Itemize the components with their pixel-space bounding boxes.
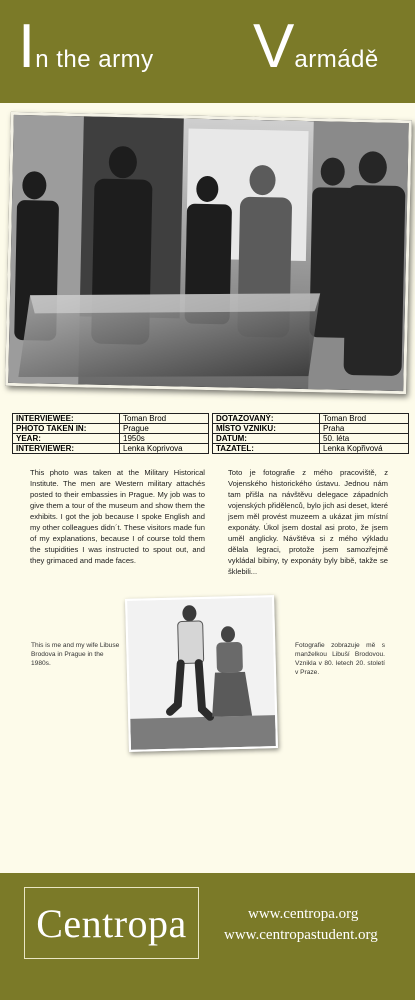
info-label: INTERVIEWEE: [13,414,120,424]
couple-photo-image [127,597,276,750]
info-label: MÍSTO VZNIKU: [213,424,320,434]
army-museum-photo [5,112,412,394]
centropa-link[interactable]: www.centropa.org [248,906,359,922]
title-cz [253,12,379,81]
info-label: DOTAZOVANÝ: [213,414,320,424]
logo-text: Centropa [36,900,187,946]
table-row [13,444,209,454]
table-row [13,424,209,434]
table-row [213,414,409,424]
title-en-initial: I [18,12,36,81]
caption-cz: Fotografie zobrazuje mě s manželkou Libuší Brodovou. Vznikla v 80. letech 20. století v Praze. [295,642,385,676]
caption-en: This is me and my wife Libuse Brodova in Prague in the 1980s. [31,642,120,667]
title-en-rest: n the army [35,46,154,73]
couple-photo [125,595,278,752]
info-value: Prague [120,424,209,434]
title-en [18,12,154,81]
info-label: INTERVIEWER: [13,444,120,454]
table-row [213,434,409,444]
info-label: PHOTO TAKEN IN: [13,424,120,434]
info-value: Toman Brod [120,414,209,424]
story-text-cz: Toto je fotografie z mého pracoviště, z Vojenského historického ústavu. Jednou nám tam přišla na návštěvu delegace západních vojenských přidělenců, bylo jich asi deset, které jsem měl provést muzeem a ukázat jim místní exponáty. Úkol jsem dostal asi proto, že jsem uměl anglicky. Návštěva si z mého výkladu dělala legraci, protože jsem samozřejmě vykládal bibiny, ty exponáty byly bibě, takže se šklebili... [228,468,388,576]
centropa-logo [24,887,199,959]
table-row [13,414,209,424]
army-museum-photo-image [8,115,409,391]
table-row [13,434,209,444]
info-label: DATUM: [213,434,320,444]
info-value: Toman Brod [320,414,409,424]
info-table-en [12,413,209,454]
info-label: YEAR: [13,434,120,444]
table-row [213,424,409,434]
info-value: 50. léta [320,434,409,444]
story-text-en: This photo was taken at the Military Historical Institute. The men are Western military attachés posted to their embassies in Prague. My job was to give them a tour of the museum and show them the exhibits. I got the job because I spoke English and my other colleagues didn´t. These visitors made fun of my explanations, because I of course told them the stupidities I was instructed to spout out, and they grimaced and made faces. [30,468,205,565]
info-value: Lenka Kopřivová [320,444,409,454]
title-cz-rest: armádě [294,46,379,73]
info-label: TAZATEL: [213,444,320,454]
title-cz-initial: V [253,12,295,81]
table-row [213,444,409,454]
info-value: Praha [320,424,409,434]
info-value: Lenka Koprivova [120,444,209,454]
centropastudent-link[interactable]: www.centropastudent.org [224,927,378,943]
info-table-cz [212,413,409,454]
info-value: 1950s [120,434,209,444]
